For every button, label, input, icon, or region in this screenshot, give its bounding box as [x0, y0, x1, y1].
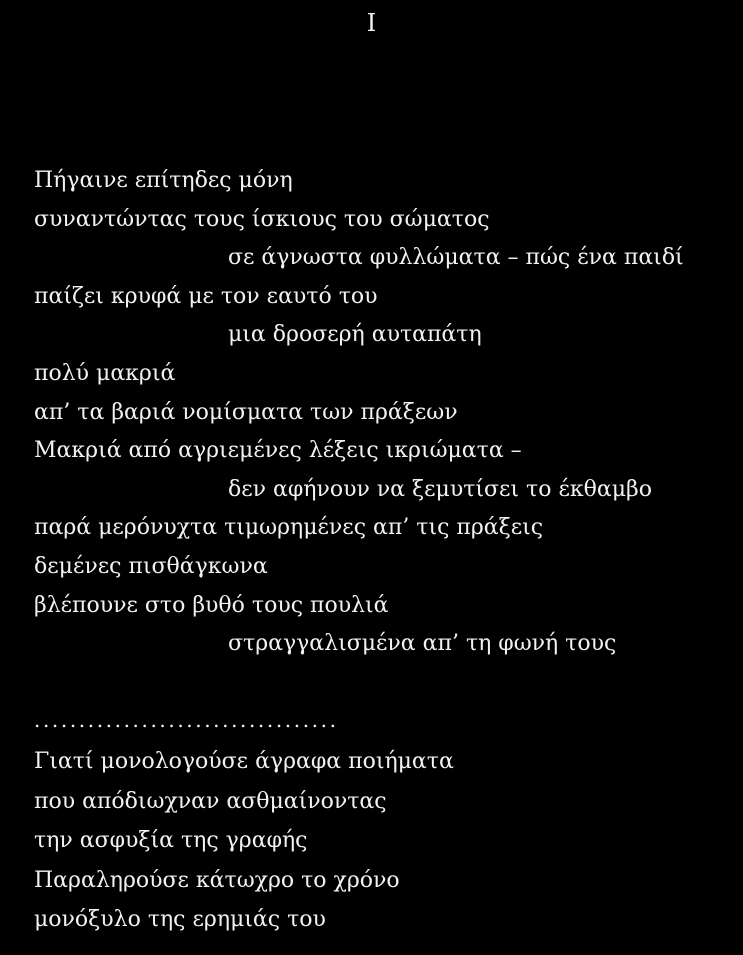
poem-line: μονόξυλο της ερημιάς του: [34, 907, 326, 932]
poem-line-indented: σε άγνωστα φυλλώματα – πώς ένα παιδί: [228, 245, 684, 271]
poem-line: συναντώντας τους ίσκιους του σώματος: [34, 206, 490, 232]
stanza-1: [34, 162, 743, 664]
poem-line-indented: μια δροσερή αυταπάτη: [228, 322, 482, 348]
poem-line: δεμένες πισθάγκωνα: [34, 553, 268, 579]
poem-line: Παραληρούσε κάτωχρο το χρόνο: [34, 867, 400, 893]
poem-line-indented: στραγγαλισμένα απ’ τη φωνή τους: [228, 631, 617, 657]
section-number: I: [366, 9, 377, 37]
poem-line: Γιατί μονολογούσε άγραφα ποιήματα: [34, 749, 454, 774]
poem-line: βλέπουνε στο βυθό τους πουλιά: [34, 592, 389, 618]
dotted-separator: ..................................: [34, 708, 339, 732]
poem-line-indented: δεν αφήνουν να ξεμυτίσει το έκθαμβο: [228, 476, 652, 502]
poem-line: την ασφυξία της γραφής: [34, 828, 308, 853]
stanza-2: [34, 742, 743, 940]
poem-line: απ’ τα βαριά νομίσματα των πράξεων: [34, 399, 458, 425]
poem-line: παίζει κρυφά με τον εαυτό του: [34, 283, 378, 309]
poem-line: παρά μερόνυχτα τιμωρημένες απ’ τις πράξεις: [34, 515, 544, 541]
poem-line: πολύ μακριά: [34, 360, 176, 386]
poem-line: που απόδιωχναν ασθμαίνοντας: [34, 788, 387, 814]
poem-line: Μακριά από αγριεμένες λέξεις ικριώματα –: [34, 438, 522, 464]
poem-line: Πήγαινε επίτηδες μόνη: [34, 168, 293, 193]
